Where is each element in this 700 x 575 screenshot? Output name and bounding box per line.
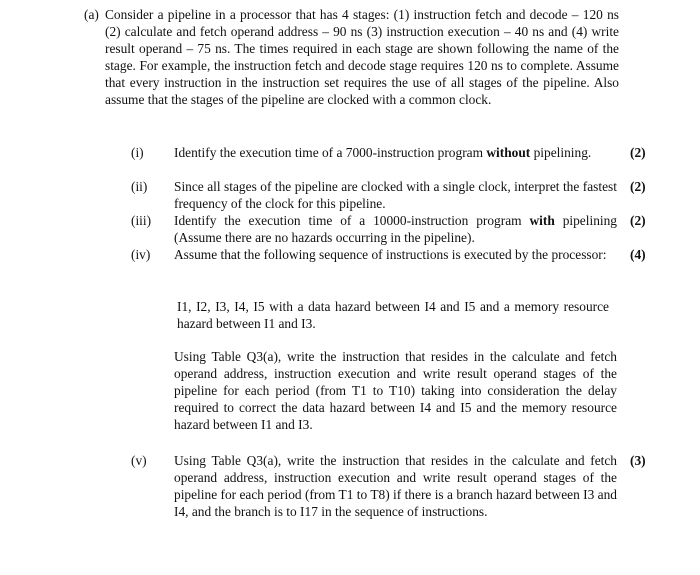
question-text: Using Table Q3(a), write the instruction that resides in the calculate and fetch operand address, instruction execution and write result operand stages of the pipeline for each period (from T1 to T8) if there is a branch hazard between I3 and I4, and the branch is to I17 in the sequence of instructions.	[174, 453, 617, 519]
intro-text: Consider a pipeline in a processor that has 4 stages: (1) instruction fetch and decode – 120 ns (2) calculate and fetch operand address – 90 ns (3) instruction execution – 40 ns and (4) write result operand – 75 ns. The times required in each stage are shown following the name of the stage. For example, the instruction fetch and decode stage requires 120 ns to complete. Assume that every instruction in the instruction set requires the use of all stages of the pipeline. Also assume that the stages of the pipeline are clocked with a common clock.	[105, 7, 619, 107]
intro-paragraph	[84, 6, 619, 108]
question-marks: (4)	[630, 247, 646, 262]
question-number: (v)	[131, 453, 147, 468]
question-iv-instruction: Using Table Q3(a), write the instruction that resides in the calculate and fetch operand address, instruction execution and write result operand stages of the pipeline for each period (from T1 to T10) taking into consideration the delay required to correct the data hazard between I4 and I5 and the memory resource hazard between I1 and I3.	[174, 349, 617, 432]
question-text: Identify the execution time of a 10000-instruction program with pipelining (Assume there are no hazards occurring in the pipeline).	[174, 213, 617, 245]
question-number: (iii)	[131, 213, 152, 228]
question-number: (ii)	[131, 179, 148, 194]
question-marks: (2)	[630, 145, 646, 160]
question-marks: (2)	[630, 213, 646, 228]
question-text: Since all stages of the pipeline are clocked with a single clock, interpret the fastest frequency of the clock for this pipeline.	[174, 179, 617, 211]
part-label: (a)	[84, 7, 99, 22]
question-number: (i)	[131, 145, 144, 160]
instruction-sequence: I1, I2, I3, I4, I5 with a data hazard between I4 and I5 and a memory resource hazard between I1 and I3.	[177, 299, 609, 331]
question-number: (iv)	[131, 247, 151, 262]
question-marks: (3)	[630, 453, 646, 468]
question-marks: (2)	[630, 179, 646, 194]
question-text: Identify the execution time of a 7000-instruction program without pipelining.	[174, 145, 592, 160]
question-text: Assume that the following sequence of instructions is executed by the processor:	[174, 247, 607, 262]
